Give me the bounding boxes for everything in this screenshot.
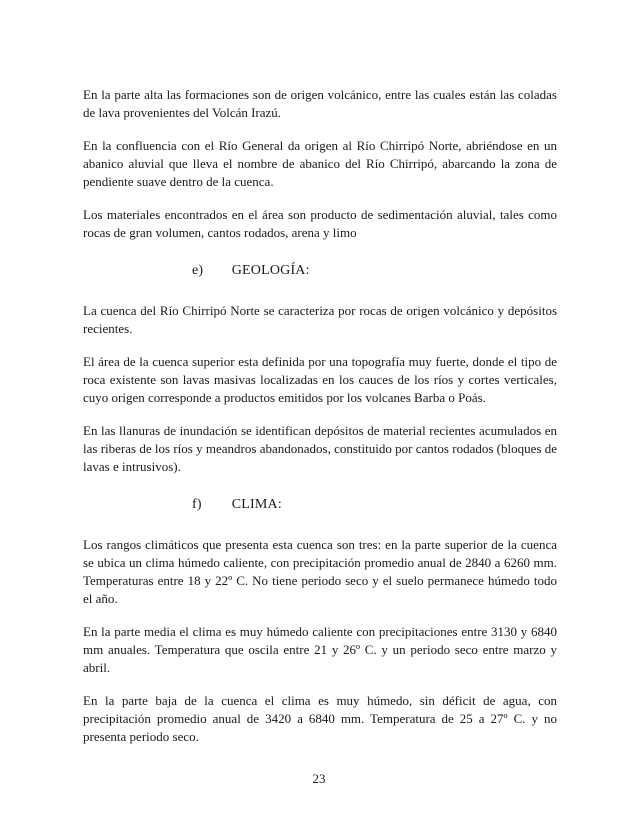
paragraph-climate-middle: En la parte media el clima es muy húmedo caliente con precipitaciones entre 3130 y 6840 mm anuales. Temperatura que oscila entre 21 y 26º C. y un periodo seco entre marzo y abril.: [83, 624, 557, 675]
paragraph-volcanic-formations: En la parte alta las formaciones son de origen volcánico, entre las cuales están las coladas de lava provenientes del Volcán Irazú.: [83, 87, 557, 120]
section-title: CLIMA:: [231, 497, 282, 512]
paragraph-geology-intro: La cuenca del Río Chirripó Norte se caracteriza por rocas de origen volcánico y depósitos recientes.: [83, 303, 557, 336]
paragraph-materials: Los materiales encontrados en el área son producto de sedimentación aluvial, tales como rocas de gran volumen, cantos rodados, arena y limo: [83, 207, 557, 240]
paragraph-confluence: En la confluencia con el Río General da origen al Río Chirripó Norte, abriéndose en un abanico aluvial que lleva el nombre de abanico del Río Chirripó, abarcando la zona de pendiente suave dentro de la cuenca.: [83, 138, 557, 189]
paragraph-upper-basin: El área de la cuenca superior esta definida por una topografía muy fuerte, donde el tipo de roca existente son lavas masivas localizadas en los cauces de los ríos y cortes verticales, cuyo origen corresponde a productos emitidos por los volcanes Barba o Poás.: [83, 354, 557, 405]
paragraph-climate-ranges: Los rangos climáticos que presenta esta cuenca son tres: en la parte superior de la cuenca se ubica un clima húmedo caliente, con precipitación promedio anual de 2840 a 6260 mm. Temperaturas entre 18 y 22º C. No tiene periodo seco y el suelo permanece húmedo todo el año.: [83, 537, 557, 606]
page-number: 23: [312, 771, 326, 786]
section-heading-clima: [192, 496, 557, 514]
section-title: GEOLOGÍA:: [231, 263, 310, 278]
section-heading-geologia: [192, 262, 557, 280]
paragraph-floodplains: En las llanuras de inundación se identifican depósitos de material recientes acumulados en las riberas de los ríos y meandros abandonados, constituido por cantos rodados (bloques de lavas e intrusivos).: [83, 423, 557, 474]
section-marker: e): [192, 263, 204, 278]
document-page: [83, 86, 557, 761]
paragraph-climate-lower: En la parte baja de la cuenca el clima es muy húmedo, sin déficit de agua, con precipitación promedio anual de 3420 a 6840 mm. Temperatura de 25 a 27º C. y no presenta periodo seco.: [83, 693, 557, 744]
section-marker: f): [192, 497, 202, 512]
